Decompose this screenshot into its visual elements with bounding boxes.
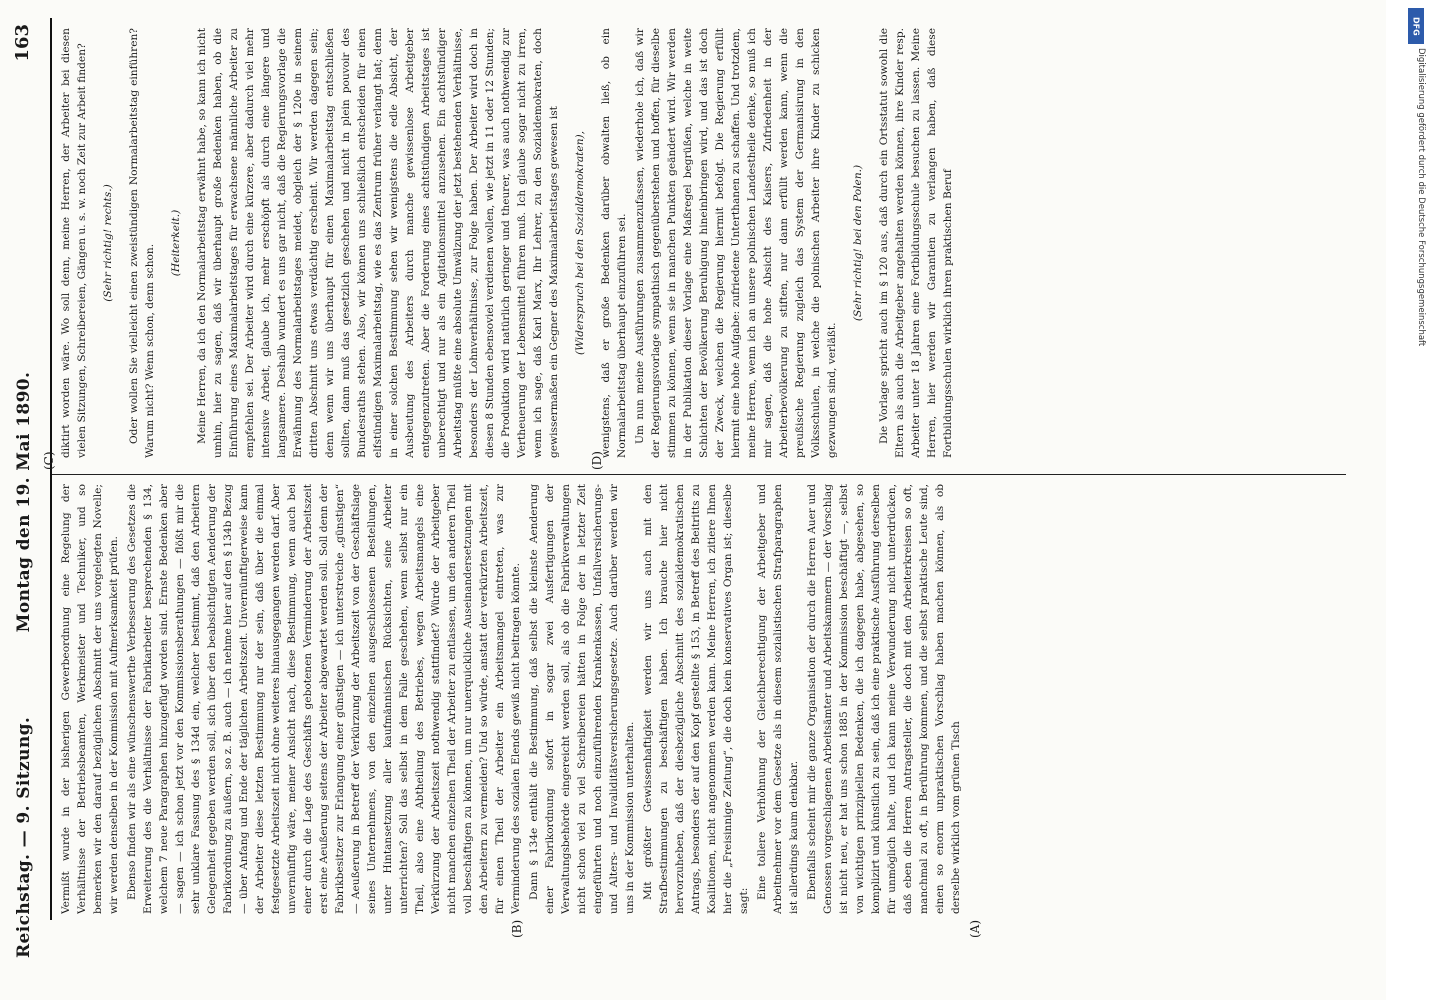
dfg-logo-icon: DFG: [1408, 8, 1424, 44]
column-divider: [52, 474, 1346, 475]
paragraph: Oder wollen Sie vielleicht einen zweistündigen Normalarbeitstag einführen? Warum nicht? Wenn schon, denn schon.: [128, 28, 156, 458]
interjection: (Sehr richtig! rechts.): [102, 184, 114, 302]
page-number: 163: [12, 24, 33, 62]
left-column: [58, 484, 1346, 914]
header-left: Reichstag. — 9. Sitzung.: [14, 716, 34, 958]
interjection: (Sehr richtig! bei den Polen.): [852, 164, 864, 322]
paragraph: wenigstens, daß er große Bedenken darüber obwalten ließ, ob ein Normalarbeitstag überhaupt einzuführen sei.: [600, 28, 628, 458]
digitization-watermark: [1404, 6, 1430, 606]
paragraph: Um nun meine Ausführungen zusammenzufassen, wiederhole ich, daß wir der Regierungsvorlage sympathisch gegenüberstehen und hoffen, für dieselbe stimmen zu können, wenn sie in manchen Punkten geändert wird. Wir werden in der Publikation dieser Vorlage eine Maßregel begrüßen, welche in weite Schichten der Bevölkerung Beruhigung hineinbringen wird, und das ist doch der Zweck, welchen die Regierung hiermit befolgt. Die Regierung erfüllt hiermit eine hohe Aufgabe: zufriedene Unterthanen zu schaffen. Und trotzdem, meine Herren, wenn ich an unsere polnischen Landestheile denke, so muß ich mir sagen, daß die hohe Absicht des Kaisers, Zufriedenheit in der Arbeiterbevölkerung zu stiften, nur dann erfüllt werden kann, wenn die preußische Regierung zugleich das System der Germanisirung in den Volksschulen, in welche die polnischen Arbeiter ihre Kinder zu schicken gezwungen sind, verläßt.: [634, 28, 838, 458]
paragraph: Ebenfalls scheint mir die ganze Organisation der durch die Herren Auer und Genossen vorgeschlagenen Arbeitsämter und Arbeitskammern — der Vorschlag ist nicht neu, er hat uns schon 1885 in der Kommission beschäftigt —, selbst von wichtigen prinzipiellen Bedenken, die ich dagegen habe, abgesehen, so komplizirt und künstlich zu sein, daß ich eine praktische Ausführung derselben für unmöglich halte, und ich kann meine Verwunderung nicht unterdrücken, daß eben die Herren Antragsteller, die doch mit den Arbeiterkreisen so oft, manchmal zu oft, in Berührung kommen, und die selbst praktische Leute sind, einen so enorm unpraktischen Vorschlag haben machen können, als ob derselbe wirklich vom grünen Tisch: [806, 484, 962, 914]
interjection: (Heiterkeit.): [170, 209, 182, 277]
page-header: [0, 18, 48, 986]
paragraph: Die Vorlage spricht auch im § 120 aus, daß durch ein Ortsstatut sowohl die Eltern als auch die Arbeitgeber angehalten werden können, ihre Kinder resp. Arbeiter unter 18 Jahren eine Fortbildungsschule besuchen zu lassen. Meine Herren, hier werden wir Garantien zu verlangen haben, daß diese Fortbildungsschulen wirklich ihren praktischen Beruf: [878, 28, 954, 458]
interjection: (Widerspruch bei den Sozialdemokraten),: [574, 130, 586, 356]
paragraph: Meine Herren, da ich den Normalarbeitstag erwähnt habe, so kann ich nicht umhin, hier zu sagen, daß wir überhaupt große Bedenken haben, ob die Einführung eines Maximalarbeitstages für erwachsene männliche Arbeiter zu empfehlen sei. Der Arbeiter wird durch eine kürzere, aber dadurch viel mehr intensive Arbeit, glaube ich, mehr erschöpft als durch eine längere und langsamere. Deshalb wundert es uns gar nicht, daß die Regierungsvorlage die Erwähnung des Normalarbeitstages meidet, obgleich der § 120e in seinem dritten Abschnitt uns etwas verdächtig erscheint. Wir werden dagegen sein; denn wenn wir uns überhaupt für einen Maximalarbeitstag entschließen sollten, dann muß das gesetzlich geschehen und nicht in plein pouvoir des Bundesraths stehen. Also, wir können uns schließlich entscheiden für einen elfstündigen Maximalarbeitstag, wie es das Zentrum früher verlangt hat; denn in einer solchen Bestimmung sehen wir wenigstens die edle Absicht, der Ausbeutung des Arbeiters durch manche gewissenlose Arbeitgeber entgegenzutreten. Aber die Forderung eines achtstündigen Arbeitstages ist unberechtigt und nur als ein Agitationsmittel anzusehen. Ein achtstündiger Arbeitstag müßte eine absolute Umwälzung der jetzt bestehenden Verhältnisse, besonders der Lohnverhältnisse, zur Folge haben. Der Arbeiter wird doch in diesen 8 Stunden ebensoviel verdienen wollen, wie jetzt in 11 oder 12 Stunden; die Produktion wird natürlich geringer und theurer, was auch nothwendig zur Vertheuerung der Lebensmittel führen muß. Ich glaube sogar nicht zu irren, wenn ich sage, daß Karl Marx, Ihr Lehrer, zu den Sozialdemokraten, doch gewissermaßen ein Gegner des Maximalarbeitstages gewesen ist: [196, 28, 560, 458]
paragraph: Dann § 134e enthält die Bestimmung, daß selbst die kleinste Aenderung einer Fabrikordnung sofort in sogar zwei Ausfertigungen der Verwaltungsbehörde eingereicht werden soll, als ob die Fabrikverwaltungen nicht schon viel zu viel Schreibereien hätten in Folge der in letzter Zeit eingeführten und noch einzuführenden Krankenkassen, Unfallversicherungs- und Alters- und Invaliditätsversicherungsgesetze. Auch darüber werden wir uns in der Kommission unterhalten.: [528, 484, 636, 914]
paragraph: Mit größter Gewissenhaftigkeit werden wir uns auch mit den Strafbestimmungen zu beschäftigen haben. Ich brauche hier nicht hervorzuheben, daß der diesbezügliche Abschnitt des sozialdemokratischen Antrags, besonders der auf den Kopf gestellte § 153, in Betreff des Beitritts zu Koalitionen, nicht angenommen werden kann. Meine Herren, ich zitiere Ihnen hier die „Freisinnige Zeitung“, die doch kein konservatives Organ ist; dieselbe sagt:: [642, 484, 750, 914]
quotation: Eine tollere Verhöhnung der Gleichberechtigung der Arbeitgeber und Arbeitnehmer vor dem Gesetze als in diesem sozialistischen Strafparagraphen ist allerdings kaum denkbar.: [756, 484, 800, 914]
margin-marker-c: (C): [42, 451, 56, 470]
margin-marker-b: (B): [510, 919, 524, 938]
paragraph: Vermißt wurde in der bisherigen Gewerbeordnung eine Regelung der Verhältnisse der Betriebsbeamten, Werkmeister und Techniker, und so bemerken wir den darauf bezüglichen Abschnitt der uns vorgelegten Novelle; wir werden denselben in der Kommission mit Aufmerksamkeit prüfen.: [60, 484, 120, 914]
header-date: Montag den 19. Mai 1890.: [14, 371, 34, 633]
watermark-text: Digitalisierung gefördert durch die Deutsche Forschungsgemeinschaft: [1416, 48, 1426, 347]
right-column: [58, 28, 1346, 458]
margin-marker-a: (A): [968, 919, 982, 938]
paragraph: Ebenso finden wir als eine wünschenswerthe Verbesserung des Gesetzes die Erweiterung des die Verhältnisse der Fabrikarbeiter besprechenden § 134, welchem 7 neue Paragraphen hinzugefügt worden sind. Ernste Bedenken aber — sagen — ich schon jetzt vor den Kommissionsberathungen — flößt mir die sehr unklare Fassung des § 134d ein, welcher bestimmt, daß den Arbeitern Gelegenheit gegeben werden soll, sich über den beabsichtigten Aenderung der Fabrikordnung zu äußern, so z. B. auch — ich nehme hier auf den § 134b Bezug — über Anfang und Ende der täglichen Arbeitszeit. Unvernünftigerweise kann der Arbeiter diese letzten Bestimmung nur der sein, daß über die einmal festgesetzte Arbeitszeit nicht ohne weiteres hinausgegangen werden darf. Aber unvernünftig wäre, meiner Ansicht nach, diese Bestimmung, wenn auch bei einer durch die Lage des Geschäfts gebotenen Verminderung der Arbeitszeit erst eine Aeußerung seitens der Arbeiter abgewartet werden soll. Soll denn der Fabrikbesitzer zur Erlangung einer günstigen — ich unterstreiche „günstigen“ — Aeußerung in Betreff der Verkürzung der Arbeitszeit von der Geschäftslage seines Unternehmens, von den einzelnen ausgeschlossenen Bestellungen, unter Hintansetzung aller kaufmännischen Rücksichten, seine Arbeiter unterrichten? Soll das selbst in dem Falle geschehen, wenn selbst nur ein Theil, also eine Abtheilung des Betriebes, wegen Arbeitsmangels eine Verkürzung der Arbeitszeit nothwendig stattfindet? Würde der Arbeitgeber nicht manchen einzelnen Theil der Arbeiter zu entlassen, um den anderen Theil voll beschäftigen zu können, um nur unerquickliche Auseinandersetzungen mit den Arbeitern zu vermeiden? Und so würde, anstatt der verkürzten Arbeitszeit, für einen Theil der Arbeiter ein Arbeitsmangel eintreten, was zur Verminderung des sozialen Elends gewiß nicht beitragen könnte.: [126, 484, 522, 914]
margin-marker-d: (D): [590, 451, 604, 470]
paragraph: diktirt worden wäre. Wo soll denn, meine Herren, der Arbeiter bei diesen vielen Sitzungen, Schreibereien, Gängen u. s. w. noch Zeit zur Arbeit finden?: [60, 28, 88, 458]
